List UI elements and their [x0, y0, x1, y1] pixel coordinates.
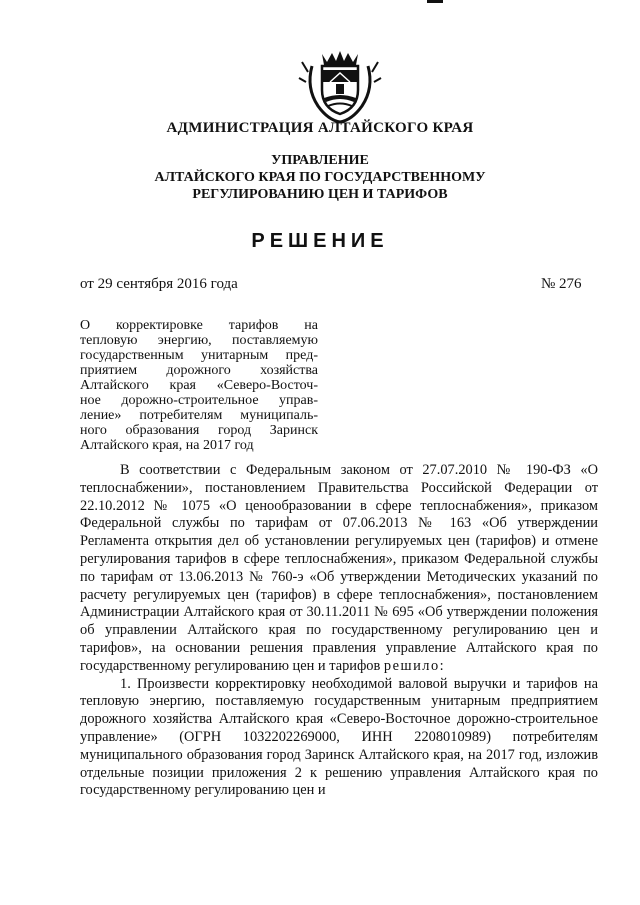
subject-line: приятием дорожного хозяйства	[80, 363, 318, 378]
subject-line: государственным унитарным пред-	[80, 348, 318, 363]
preamble-text: В соответствии с Федеральным законом от 27.07.2010 № 190-ФЗ «О теплоснабжении», постановлением Правительства Российской Федерации от 22.10.2012 № 1075 «О ценообразовании в сфере теплоснабжения», приказом Федеральной службы по тарифам от 07.06.2013 № 163 «Об утверждении Регламента открытия дел об установлении регулируемых цен (тарифов) и отмене регулирования тарифов в сфере теплоснабжения», приказом Федеральной службы по тарифам от 13.06.2013 № 760-э «Об утверждении Методических указаний по расчету регулируемых цен (тарифов) в сфере теплоснабжения», постановлением Администрации Алтайского края от 30.11.2011 № 695 «Об утверждении положения об управлении Алтайского края по государственному регулированию цен и тарифов», на основании решения правления управление Алтайского края по государственному регулированию цен и тарифов	[80, 462, 598, 674]
preamble-end: :	[439, 657, 444, 674]
document-body	[80, 462, 598, 800]
subject-line: Алтайского края, на 2017 год	[80, 438, 254, 453]
clause-1-paragraph: 1. Произвести корректировку необходимой валовой выручки и тарифов на тепловую энергию, поставляемую государственным унитарным предприятием дорожного хозяйства Алтайского края «Северо-Восточное дорожно-строительное управление» (ОГРН 1032202269000, ИНН 2208010989) потребителям муниципального образования город Заринск Алтайского края, на 2017 год, изложив отдельные позиции приложения 2 к решению управления Алтайского края по государственному регулированию цен и	[80, 675, 598, 799]
subject-block	[80, 318, 318, 453]
org-title: АДМИНИСТРАЦИЯ АЛТАЙСКОГО КРАЯ	[166, 120, 474, 136]
subject-line: О корректировке тарифов на	[80, 318, 318, 333]
document-type: РЕШЕНИЕ	[251, 230, 389, 252]
coat-of-arms-icon	[298, 48, 382, 126]
preamble-paragraph	[80, 462, 598, 676]
subject-line: ное дорожно-строительное управ-	[80, 393, 318, 408]
subject-line: ного образования город Заринск	[80, 423, 318, 438]
subject-line: ление» потребителям муниципаль-	[80, 408, 318, 423]
document-number: № 276	[541, 276, 582, 292]
scan-mark	[427, 0, 443, 3]
dept-line-3: РЕГУЛИРОВАНИЮ ЦЕН И ТАРИФОВ	[192, 187, 448, 202]
decided-word: решило	[383, 657, 440, 674]
dept-line-1: УПРАВЛЕНИЕ	[271, 153, 369, 168]
dept-line-2: АЛТАЙСКОГО КРАЯ ПО ГОСУДАРСТВЕННОМУ	[154, 170, 486, 185]
subject-line: Алтайского края «Северо-Восточ-	[80, 378, 318, 393]
subject-line: тепловую энергию, поставляемую	[80, 333, 318, 348]
document-date: от 29 сентября 2016 года	[80, 276, 238, 292]
